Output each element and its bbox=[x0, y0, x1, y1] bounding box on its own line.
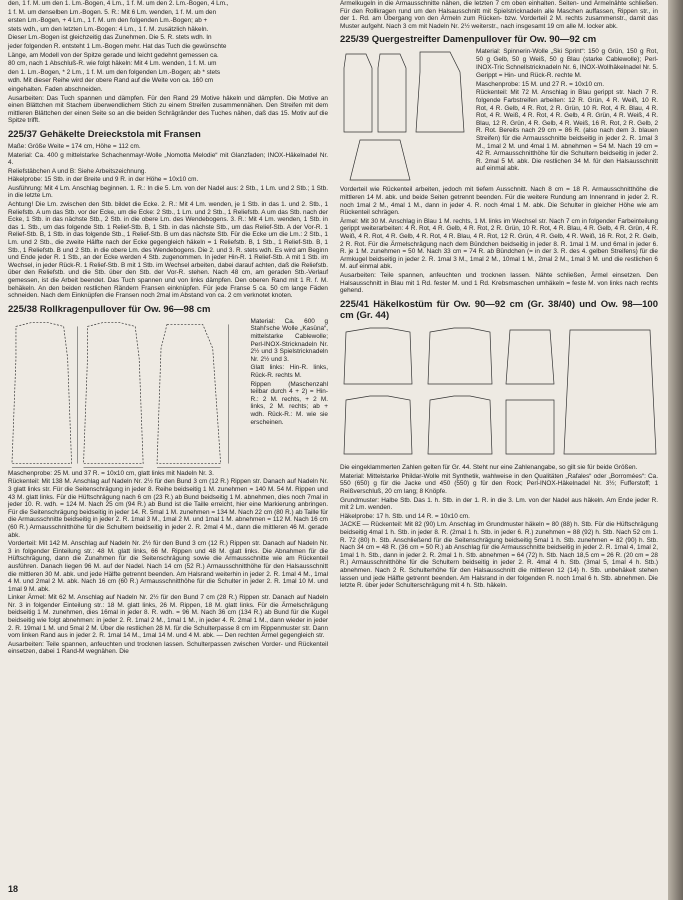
text-paragraph: Ausarbeiten: Teile spannen, anfeuchten und trocknen lassen. Schulterpassen zwischen Vorder- und Rückenteil einsetzen, dabei 1 Rand-M wegnähen. Die bbox=[8, 640, 328, 656]
intro-text-right bbox=[340, 0, 658, 30]
text-paragraph: Rippen (Maschenzahl teilbar durch 4 + 2) = Hin-R.: 2 M. rechts, + 2 M. links, 2 M. rechts; ab + wdh. Rück-R.: M. wie sie erscheinen. bbox=[250, 380, 328, 426]
text-paragraph: Ärmelkugeln in die Armausschnitte nähen, die letzten 7 cm oben einhalten. Seiten- und Ärmelnähte schließen. Für den Rollkragen rund um den Halsausschnitt mit Spielstricknadeln alle Maschen auffassen, Rippen str., in der 1. Rd. am Übergang von den Ärmeln zum Rücken- bzw. Vorderteil 2 M. rechts zusammenstr., damit das Muster aufgeht. Nach 3 cm mit Nadeln Nr. 2½ weiterstr., nach insgesamt 19 cm alle M. locker abk. bbox=[340, 0, 658, 30]
text-paragraph: wdh. Mit dieser Reihe wird der obere Rand auf die Weite von ca. 160 cm bbox=[8, 77, 214, 85]
text-paragraph: Maschenprobe: 15 M. und 27 R. = 10x10 cm. bbox=[476, 80, 605, 88]
text-paragraph: Vorderteil wie Rückenteil arbeiten, jedoch mit tiefem Ausschnitt. Nach 8 cm = 18 R. Armausschnitthöhe die mittleren 14 M. abk. und beide Seiten getrennt beenden. Für die weitere Rundung am Innenrand in jeder 2. R. noch 1mal 2 M., 4mal 1 M., dann in jeder 4. R. noch 4mal 1 M. abk. Die Schulter in gleicher Höhe wie am Rückenteil schrägen. bbox=[340, 186, 658, 217]
text-paragraph: Maschenprobe: 25 M. und 37 R. = 10x10 cm, glatt links mit Nadeln Nr. 3. bbox=[8, 469, 214, 477]
text-paragraph: JACKE — Rückenteil: Mit 82 (90) Lm. Anschlag im Grundmuster häkeln = 80 (88) h. Stb. Für die Hüftschrägung beidseitig 4mal 1 h. Stb. in jeder 8. R. (2mal 1 h. Stb. in jeder 6. R.) zunehmen = 88 (92) h. Stb. Nach 52 cm 1. R. 72 (80) h. Stb. Anschließend für die Seitenschrägung beidseitig 5mal 1 h. Stb. zunehmen = 82 (90) h. Stb. Nach 34 cm = 48 R. (36 cm = 50 R.) ab Anschlag für die Armausschnitte beidseitig in jeder 2. R. 1mal 4, 1mal 2, 1mal 1 h. Stb., dann in jeder 2. R. 2mal 1 h. Stb. abnehmen = 64 (72) h. Stb. Nach 18,5 cm = 26 R. (20 cm = 28 R.) Armausschnitthöhe für die Schultern beidseitig in jeder 2. R. 4mal 4 h. Stb. (3mal 5, 1mal 4 h. Stb.) abnehmen. Nach 2 R. Schulterhöhe für den Halsausschnitt die mittleren 12 (14) h. Stb. unbehäkelt stehen lassen und jede Hälfte getrennt beenden. Am Halsrand in der folgenden R. noch 1mal 6 h. Stb. abnehmen. Die letzte R. über jeder Schulterschrägung mit 4 h. Stb. häkeln. bbox=[340, 521, 658, 590]
text-paragraph: Ausführung: Mit 4 Lm. Anschlag beginnen. 1. R.: In die 5. Lm. von der Nadel aus: 2 Stb., 1 Lm. und 2 Stb.; 1 Stb. in die letzte Lm. bbox=[8, 184, 328, 200]
text-paragraph: 1 f. M. um denselben Lm.-Bogen. 5. R.: Mit 6 Lm. wenden, 1 f. M. um den bbox=[8, 8, 217, 16]
right-column bbox=[340, 0, 658, 591]
section-239-side bbox=[476, 48, 658, 174]
text-paragraph: den, 1 f. M. um den 1. Lm.-Bogen, 4 Lm., 1 f. M. um den 2. Lm.-Bogen, 4 Lm., bbox=[8, 0, 229, 7]
section-239-top bbox=[340, 48, 658, 186]
section-237-body bbox=[8, 143, 328, 300]
text-paragraph: Die eingeklammerten Zahlen gelten für Gr. 44. Steht nur eine Zahlenangabe, so gilt sie für beide Größen. bbox=[340, 464, 638, 472]
text-paragraph: Maße: Größe Weite = 174 cm, Höhe = 112 cm. bbox=[8, 142, 141, 150]
text-paragraph: ersten Lm.-Bogen, + 4 Lm., 1 f. M. um den folgenden Lm.-Bogen; ab + bbox=[8, 17, 208, 25]
section-heading-237: 225/37 Gehäkelte Dreieckstola mit Fransen bbox=[8, 128, 201, 140]
text-paragraph: Rückenteil: Mit 138 M. Anschlag auf Nadeln Nr. 2½ für den Bund 3 cm (12 R.) Rippen str. Danach auf Nadeln Nr. 3 glatt links str. Für die Seitenschrägung in jeder 8. Reihe beidseitig 1 M. zunehmen = 140 M. 54 M. Rippen und 43 M. glatt links. Für die Hüftschrägung nach 6 cm (23 R.) ab Bund beidseitig 1 M. abnehmen, dies noch 7mal in jeder 10. R. wdh. = 124 M. Nach 25 cm (94 R.) ab Bund ist die Taille erreicht, hier eine Markierung anbringen. Für die Seitenschrägung beidseitig in jeder 14. R. 5mal 1 M. zunehmen = 134 M. Nach 22 cm (80 R.) ab Taille für die Armausschnitte beidseitig in jeder 2. R. 1mal 3 M., 1mal 2 M. und 1mal 1 M. abnehmen = 112 M. Nach 16 cm (60 R.) Armausschnitthöhe für die Schultern beidseitig in jeder 2. R. 2mal 4 M., dann die mittleren 46 M. gerade abk. bbox=[8, 478, 328, 539]
text-paragraph: eingehalten. Faden abschneiden. bbox=[8, 85, 103, 93]
text-paragraph: Vorderteil: Mit 142 M. Anschlag auf Nadeln Nr. 2½ für den Bund 3 cm (12 R.) Rippen str. Danach auf Nadeln Nr. 3 in folgender Einteilung str.: 48 M. glatt links, 66 M. Rippen und 48 M. glatt links. Die Abnahmen für die Hüftschrägung, dann die Zunahmen für die Seitenschrägung sowie die Armausschnitte wie am Rückenteil ausführen. Danach liegen 96 M. auf der Nadel. Nach 14 cm (52 R.) Armausschnitthöhe für den Halsausschnitt die mittleren 30 M. abk. und jede Hälfte getrennt beenden. Am Halsrand weiterhin in jeder 2. R. 1mal 4 M., 1mal 4 M. und 2mal 2 M. abk. Nach 16 cm (60 R.) Armausschnitthöhe für die Schulter in jeder 2. R. 1mal 10 M. und 1mal 9 M. abk. bbox=[8, 540, 328, 593]
section-238-side bbox=[251, 318, 329, 427]
section-241-body bbox=[340, 464, 658, 590]
text-paragraph: Gerippt = Hin- und Rück-R. rechte M. bbox=[476, 72, 582, 80]
text-paragraph: Linker Ärmel: Mit 62 M. Anschlag auf Nadeln Nr. 2½ für den Bund 7 cm (28 R.) Rippen str. Danach auf Nadeln Nr. 3 in folgender Einteilung str.: 18 M. glatt links, 26 M. Rippen, 18 M. glatt links. Für die Ärmelschrägung beidseitig 1 M. zunehmen, dies 16mal in jeder 8. R. wdh. = 96 M. Nach 36 cm (134 R.) ab Bund für die Kugel beidseitig wie folgt abnehmen: in jeder 2. R. 1mal 2 M., 1mal 1 M., in jeder 4. R. 2mal 1 M., dann wieder in jeder 2. R. 19mal 1 M. und 5mal 2 M. Über die restlichen 28 M. für die Schulterpasse 8 cm im Rippenmuster str. Dann vom linken Rand aus in jeder 2. R. 1mal 14 M., 1mal 14 M. und 4 M. abk. — Den rechten Ärmel gegengleich str. bbox=[8, 594, 328, 640]
text-paragraph: 80 cm, nach 1 Abschluß-R. wie folgt häkeln: Mit 4 Lm. wenden, 1 f. M. um bbox=[8, 60, 217, 68]
text-paragraph: Grundmuster: Halbe Stb. Das 1. h. Stb. in der 1. R. in die 3. Lm. von der Nadel aus häkeln. Am Ende jeder R. mit 2 Lm. wenden. bbox=[340, 496, 658, 512]
text-paragraph: Reliefstäbchen A und B: Siehe Arbeitszeichnung. bbox=[8, 167, 147, 175]
intro-text bbox=[8, 0, 328, 94]
text-paragraph: Rückenteil: Mit 72 M. Anschlag in Blau gerippt str. Nach 7 R. folgende Farbstreifen arbeiten: 12 R. Grün, 4 R. Weiß, 10 R. Rot, 4 R. Gelb, 4 R. Rot, 2 R. Grün, 10 R. Rot, 4 R. Blau, 4 R. Rot, 4 R. Weiß, 4 R. Rot, 4 R. Gelb, 4 R. Grün, 4 R. Weiß, 4 R. Blau, 12 R. Grün, 4 R. Gelb, 4 R. Weiß, 16 R. Rot, 2 R. Gelb, 2 R. Rot. Bereits nach 29 cm = 86 R. (also nach dem 3. blauen Streifen) für die Armausschnitte beidseitig in jeder 2. R. 1mal 3 M., 1mal 2 M. und 4mal 1 M. abnehmen = 54 M. Nach 19 cm = 42 R. Armausschnitthöhe für die Schultern beidseitig in jeder 2. R. 2mal 5 M. abk. Die restlichen 34 M. für den Halsausschnitt auf einmal abk. bbox=[476, 89, 658, 173]
page-number: 18 bbox=[8, 884, 19, 894]
pullover-schematic-diagram bbox=[8, 318, 245, 470]
text-paragraph: Dieser Lm.-Bogen ist gleichzeitig das Zunehmen. Die 5. R. stets wdh. In bbox=[8, 34, 212, 42]
section-heading-238: 225/38 Rollkragenpullover für Ow. 96—98 cm bbox=[8, 303, 211, 315]
section-238-body bbox=[8, 470, 328, 656]
text-paragraph: Ärmel: Mit 30 M. Anschlag in Blau 1 M. rechts, 1 M. links im Wechsel str. Nach 7 cm in folgender Farbeinteilung gerippt weiterarbeiten: 4 R. Rot, 4 R. Gelb, 4 R. Rot, 2 R. Grün, 10 R. Rot, 4 R. Blau, 4 R. Gelb, 4 R. Grün, 4 R. Weiß, 4 R. Rot, 4 R. Gelb, 4 R. Rot, 4 R. Blau, 4 R. Rot, 12 R. Grün, 4 R. Gelb, 4 R. Weiß, 16 R. Rot, 2 R. Gelb, 2 R. Rot. Für die Ärmelschrägung nach dem Bündchen beidseitig in jeder 8. R. 1mal 1 M. und 6mal in jeder 6. R. je 1 M. zunehmen = 50 M. Nach 33 cm = 74 R. ab Bündchen (= in der 3. R. des 4. gelben Streifens) für die Armkugel beidseitig in jeder 2. R. 1mal 3 M., 1mal 2 M., 10mal 1 M., 2mal 2 M., 1mal 3 M. und die restlichen 6 M. auf einmal abk. bbox=[340, 217, 658, 271]
ausarbeiten-paragraph: Ausarbeiten: Das Tuch spannen und dämpfen. Für den Rand 29 Motive häkeln und dämpfen. Die Motive an einen Blättchen mit Stachem überwendlichem Stich zu einem Streifen zusammennähen. Den Streifen mit dem mittleren Blättchen der einen Seite so an die beiden Schrägränder des Tuches nähen, daß das 15. Motiv auf die Spitze trifft. bbox=[8, 94, 328, 125]
text-paragraph: Material: Spinnerin-Wolle „Ski Sprint“: 150 g Grün, 150 g Rot, 50 g Gelb, 50 g Weiß, 50 g Blau (starke Cablewolle); Perl-INOX-Tric Schnellstricknadeln Nr. 6, INOX-Wollhäkelnadel Nr. 5. bbox=[476, 48, 658, 71]
text-paragraph: Häkelprobe: 15 Stb. in der Breite und 9 R. in der Höhe = 10x10 cm. bbox=[8, 176, 199, 184]
text-paragraph: Häkelprobe: 17 h. Stb. und 14 R. = 10x10 cm. bbox=[340, 512, 470, 520]
sweater-schematic-diagram bbox=[340, 48, 470, 186]
text-paragraph: Glatt links: Hin-R. links, Rück-R. rechts M. bbox=[250, 364, 328, 379]
text-paragraph: Material: Ca. 600 g Stahl'sche Wolle „Kasüna“, mittelstarke Cablewolle; Perl-INOX-Stricknadeln Nr. 2½ und 3 Spielstricknadeln Nr. 2½ und 3. bbox=[250, 317, 328, 363]
text-paragraph: den 1. Lm.-Bogen, * 2 Lm., 1 f. M. um den folgenden Lm.-Bogen; ab * stets bbox=[8, 68, 221, 76]
left-column bbox=[8, 0, 328, 657]
text-paragraph: Material: Ca. 400 g mittelstarke Schachenmayr-Wolle „Nomotta Melodie“ mit Glanzfaden; INOX-Häkelnadel Nr. 4. bbox=[8, 151, 328, 167]
text-paragraph: Achtung! Die Lm. zwischen den Stb. bildet die Ecke. 2. R.: Mit 4 Lm. wenden, je 1 Stb. in das 1. und 2. Stb., 1 Reliefstb. A um das Stb. vor der Ecke, um die Ecke: 2 Stb., 1 Lm. und 2 Stb., 1 Reliefstb. A um das Stb. nach der Ecke, 1 Stb. in das nächste Stb., 2 Stb. in die obere Lm. des Wendebogens. 3. R.: Mit 4 Lm. wenden, 1 Stb. in das 1. Stb., um das folgende Stb. 1 Relief-Stb. B, 1 Stb. in das nächste Stb., um das Relief-Stb. A der Vor-R. 1 Relief-Stb. B, 1 Stb. in das folgende Stb., 1 Relief-Stb. B um das nächste Stb. Für die Ecke um die Lm.: 2 Stb., 1 Lm. und 2 Stb., die zweite Hälfte nach der Ecke gegengleich häkeln = 1 Reliefstb. B, 1 Stb., 1 Relief-Stb. B, 1 Stb., 1 Reliefstb. B und 2 Stb. in die obere Lm. des Wendebogens. Die 2. und 3. R. stets wdh. Es wird am Beginn und Ende jeder R. 1 Stb., an der Ecke werden 4 Stb. zugenommen. In jeder Hin-R. 1 Relief-Stb. A mit 1 Stb. im Wechsel, in jeder Rück-R. 1 Relief-Stb. B mit 1 Stb. im Wechsel arbeiten, dabei darauf achten, daß die Reliefstb. über den Reliefstb. und die Stb. über den Stb. der Vor-R. stehen. Nach 48 cm, am geraden Stb.-Verlauf gemessen, ist die Arbeit beendet. Das Tuch spannen und von links dämpfen. Den oberen Rand mit 1 R. f. M. behäkeln. An den beiden restlichen Rändern Fransen einknüpfen. Für jede Franse 5 ca. 50 cm lange Fäden schneiden. Nach dem Einknüpfen die Fransen noch 2mal im Abstand von ca. 2 cm verknotet knoten. bbox=[8, 201, 328, 300]
text-paragraph: stets wdh., um den letzten Lm.-Bogen: 4 Lm., 1 f. M. zusätzlich häkeln. bbox=[8, 25, 209, 33]
text-paragraph: Ausarbeiten: Teile spannen, anfeuchten und trocknen lassen. Nähte schließen, Ärmel einsetzen. Den Halsausschnitt in Blau mit 1 Rd. fester M. und 1 Rd. Krebsmaschen umhäkeln = feste M. von links nach rechts gehend. bbox=[340, 271, 658, 295]
section-239-body bbox=[340, 186, 658, 294]
suit-schematic-diagram bbox=[340, 324, 658, 462]
text-paragraph: Material: Mittelstarke Phildar-Wolle mit Synthetik, wahlweise in den Qualitäten „Rafales“ oder „Borromées“: Ca. 550 (650) g für die Jacke und 450 (550) g für den Rock; Perl-INOX-Häkelnadel Nr. 3½; Fufferstoff; 1 Reißverschluß, 20 cm lang; 8 Knöpfe. bbox=[340, 472, 658, 496]
page-edge bbox=[668, 0, 683, 900]
text-paragraph: Länge, am Modell von der Spitze gerade und leicht gedehnt gemessen ca. bbox=[8, 51, 219, 59]
section-heading-241: 225/41 Häkelkostüm für Ow. 90—92 cm (Gr. 38/40) und Ow. 98—100 cm (Gr. 44) bbox=[340, 298, 658, 321]
section-heading-239: 225/39 Quergestreifter Damenpullover für Ow. 90—92 cm bbox=[340, 34, 597, 46]
text-paragraph: jeder folgenden R. entsteht 1 Lm.-Bogen mehr. Hat das Tuch die gewünschte bbox=[8, 42, 227, 50]
section-238-top bbox=[8, 318, 328, 470]
